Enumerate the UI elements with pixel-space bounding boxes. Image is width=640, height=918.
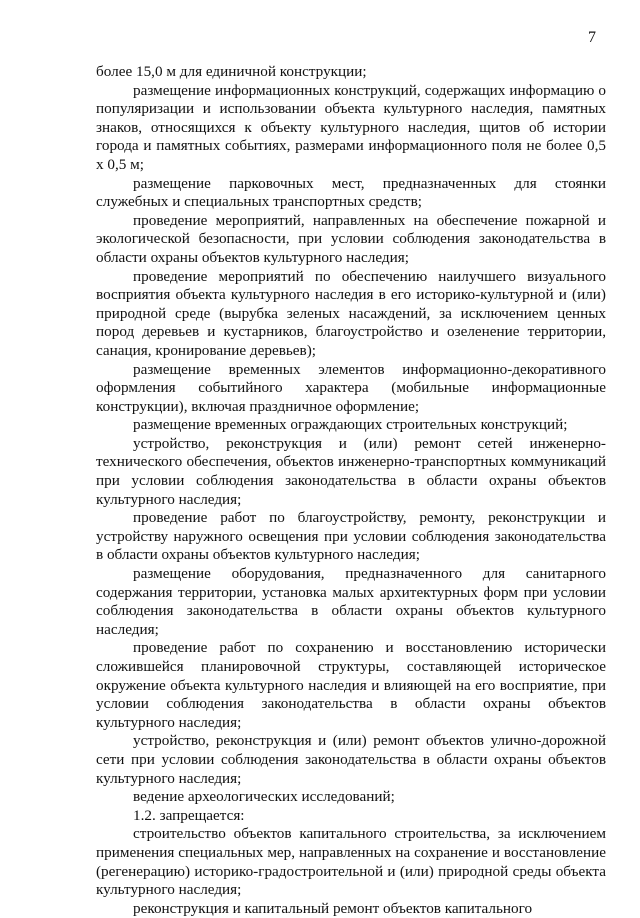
paragraph-info-constructions: размещение информационных конструкций, содержащих информацию о популяризации и использовании объекта культурного наследия, памятных знаков, относящихся к объекту культурного наследия, щитов об истории города и памятных событиях, размерами информационного поля не более 0,5 х 0,5 м; bbox=[96, 81, 606, 173]
paragraph-continuation: более 15,0 м для единичной конструкции; bbox=[96, 63, 367, 80]
paragraph-temporary-decor: размещение временных элементов информационно-декоративного оформления событийного характера (мобильные информационные конструкции), включая праздничное оформление; bbox=[96, 360, 606, 415]
paragraph-road-network: устройство, реконструкция и (или) ремонт объектов улично-дорожной сети при условии соблюдения законодательства в области охраны объектов культурного наследия; bbox=[96, 732, 606, 787]
paragraph-landscaping-lighting: проведение работ по благоустройству, ремонту, реконструкции и устройству наружного освещения при условии соблюдения законодательства в области охраны объектов культурного наследия; bbox=[96, 509, 606, 564]
paragraph-temporary-fences: размещение временных ограждающих строительных конструкций; bbox=[133, 416, 568, 434]
paragraph-fire-safety: проведение мероприятий, направленных на обеспечение пожарной и экологической безопасности, при условии соблюдения законодательства в области охраны объектов культурного наследия; bbox=[96, 211, 606, 266]
paragraph-engineering-networks: устройство, реконструкция и (или) ремонт сетей инженерно-технического обеспечения, объектов инженерно-транспортных коммуникаций при условии соблюдения законодательства в области охраны объектов культурного наследия; bbox=[96, 434, 606, 508]
paragraph-parking: размещение парковочных мест, предназначенных для стоянки служебных и специальных транспортных средств; bbox=[96, 174, 606, 211]
paragraph-capital-construction: строительство объектов капитального строительства, за исключением применения специальных мер, направленных на сохранение и восстановление (регенерацию) историко-градостроительной и (или) природной среды объекта культурного наследия; bbox=[96, 825, 606, 899]
document-body bbox=[96, 63, 606, 918]
paragraph-visual-perception: проведение мероприятий по обеспечению наилучшего визуального восприятия объекта культурного наследия в его историко-культурной и (или) природной среде (вырубка зеленых насаждений, за исключением ценных пород деревьев и кустарников, благоустройство и озеленение территории, санация, кронирование деревьев); bbox=[96, 267, 606, 359]
paragraph-planning-structure: проведение работ по сохранению и восстановлению исторически сложившейся планировочной структуры, составляющей историческое окружение объекта культурного наследия и влияющей на его восприятие, при условии соблюдения законодательства в области охраны объектов культурного наследия; bbox=[96, 639, 606, 731]
paragraph-sanitary-equipment: размещение оборудования, предназначенного для санитарного содержания территории, установка малых архитектурных форм при условии соблюдения законодательства в области охраны объектов культурного наследия; bbox=[96, 565, 606, 638]
paragraph-reconstruction-cutoff: реконструкция и капитальный ремонт объектов капитального bbox=[133, 899, 533, 917]
paragraph-archaeology: ведение археологических исследований; bbox=[133, 788, 395, 806]
page-number: 7 bbox=[588, 29, 596, 46]
section-heading-prohibited: 1.2. запрещается: bbox=[133, 806, 245, 824]
